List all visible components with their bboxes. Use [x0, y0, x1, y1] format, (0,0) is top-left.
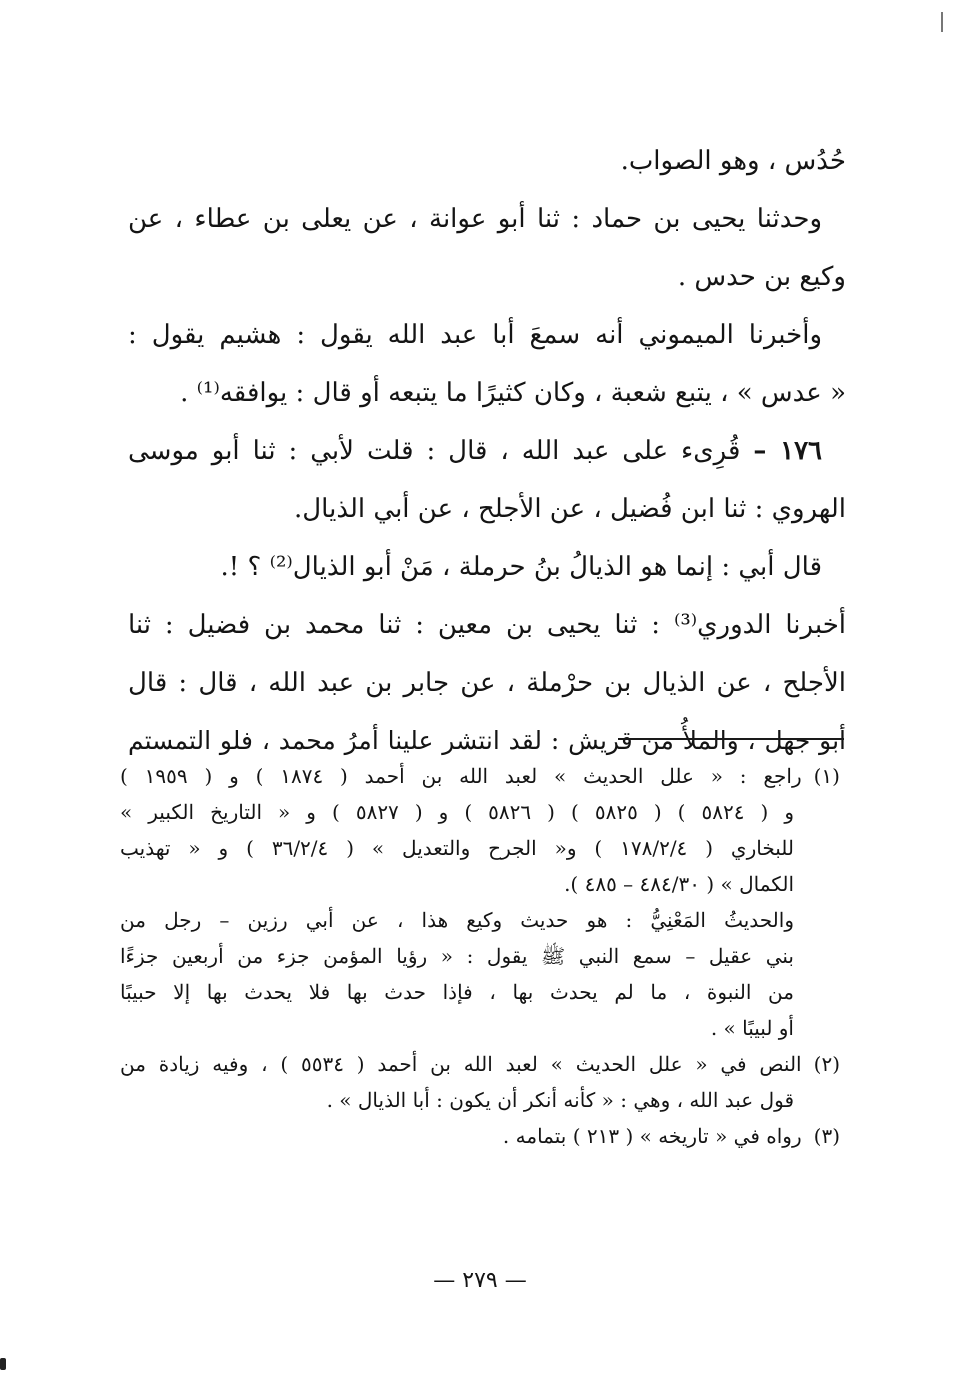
footnote-line	[120, 1046, 840, 1082]
main-line: وكيع بن حدس .	[677, 262, 846, 292]
footnote-line: بني عقيل – سمع النبي ﷺ يقول : « رؤيا المؤمن جزء من أربعين جزءًا	[120, 944, 794, 968]
footnote-marker: (٢)	[813, 1052, 840, 1076]
main-line-entry	[128, 422, 846, 480]
footnote-text: رواه في « تاريخه » ( ٢١٣ ) بتمامه .	[502, 1124, 802, 1148]
entry-text: قُرِىء على عبد الله ، قال : قلت لأبي : ثنا أبو موسى	[128, 436, 741, 466]
main-line: الهروي : ثنا ابن فُضيل ، عن الأجلح ، عن أبي الذيال.	[294, 494, 846, 524]
footnote-line: قول عبد الله ، وهي : « كأنه أنكر أن يكون : أبا الذيال » .	[326, 1088, 794, 1112]
main-line: وأخبرنا الميموني أنه سمعَ أبا عبد الله يقول : هشيم يقول :	[128, 320, 822, 350]
main-text	[128, 132, 846, 770]
footnote-line: أو لبيبًا » .	[710, 1016, 794, 1040]
footnotes	[120, 758, 840, 1154]
footnote-line: للبخاري ( ١٧٨/٢/٤ ) و« الجرح والتعديل » ( ٣٦/٢/٤ ) و « تهذيب	[120, 836, 794, 860]
footnote-marker: (١)	[813, 764, 840, 788]
main-line: حُدُس ، وهو الصواب.	[620, 146, 846, 176]
main-line: وحدثنا يحيى بن حماد : ثنا أبو عوانة ، عن يعلى بن عطاء ، عن	[128, 204, 822, 234]
page-number: — ٢٧٩ —	[433, 1268, 527, 1293]
footnote-line	[120, 1118, 840, 1154]
footnote-line: الكمال » ( ٤٨٤/٣٠ – ٤٨٥ ).	[564, 872, 794, 896]
footnote-line: والحديثُ المَعْنِيُّ : هو حديث وكيع هذا ، عن أبي رزين – رجل من	[120, 908, 794, 932]
footnote-line	[120, 758, 840, 794]
scan-speck	[0, 1358, 6, 1370]
footnote-divider	[618, 738, 844, 740]
entry-number: ١٧٦ –	[753, 436, 823, 466]
main-line: أخبرنا الدوري⁽³⁾ : ثنا يحيى بن معين : ثنا محمد بن فضيل : ثنا	[128, 610, 846, 640]
footnote-line: و ( ٥٨٢٤ ) ( ٥٨٢٥ ) ( ٥٨٢٦ ) و ( ٥٨٢٧ ) و « التاريخ الكبير »	[120, 800, 795, 824]
footnote-text: النص في « علل الحديث » لعبد الله بن أحمد ( ٥٥٣٤ ) ، وفيه زيادة من	[120, 1052, 802, 1076]
footnote-line: من النبوة ، ما لم يحدث بها ، فإذا حدث بها فلا يحدث بها إلا حبيبًا	[120, 980, 794, 1004]
scan-speck	[941, 12, 943, 32]
main-line: « عدس » ، يتبع شعبة ، وكان كثيرًا ما يتبعه أو قال : يوافقه⁽¹⁾ .	[180, 378, 846, 408]
main-line: قال أبي : إنما هو الذيالُ بنُ حرملة ، مَنْ أبو الذيال⁽²⁾ ؟ !.	[220, 552, 822, 582]
footnote-marker: (٣)	[813, 1124, 840, 1148]
main-line: الأجلح ، عن الذيال بن حرْملة ، عن جابر بن عبد الله ، قال : قال	[128, 668, 846, 698]
footnote-text: راجع : « علل الحديث » لعبد الله بن أحمد ( ١٨٧٤ ) و ( ١٩٥٩ )	[120, 764, 802, 788]
main-line: أبو جهل ، والملأُ من قريش : لقد انتشر علينا أمرُ محمد ، فلو التمستم	[128, 726, 846, 755]
